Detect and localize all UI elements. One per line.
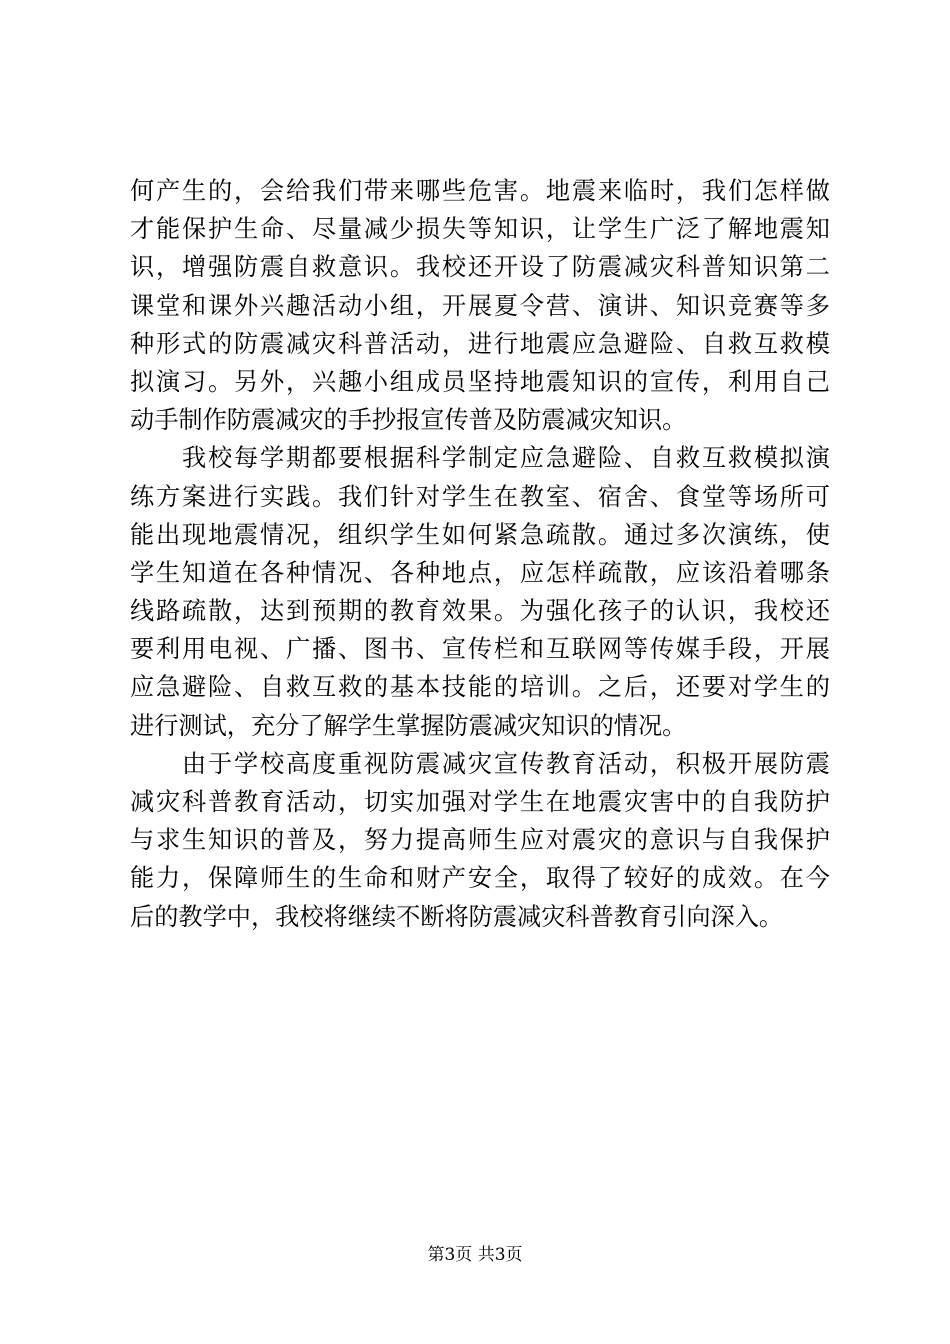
text-line: 何产生的，会给我们带来哪些危害。地震来临时，我们怎样做 xyxy=(130,177,830,205)
text-line: 后的教学中，我校将继续不断将防震减灾科普教育引向深入。 xyxy=(130,902,784,931)
text-line: 拟演习。另外，兴趣小组成员坚持地震知识的宣传，利用自己 xyxy=(130,367,830,396)
text-line: 要利用电视、广播、图书、宣传栏和互联网等传媒手段，开展 xyxy=(130,635,830,664)
text-line: 能力，保障师生的生命和财产安全，取得了较好的成效。在今 xyxy=(130,864,830,893)
text-line: 我校每学期都要根据科学制定应急避险、自救互救模拟演 xyxy=(130,444,830,473)
paragraph-3 xyxy=(130,745,830,936)
paragraph-2 xyxy=(130,439,830,745)
text-line: 由于学校高度重视防震减灾宣传教育活动，积极开展防震 xyxy=(130,749,830,778)
document-body xyxy=(130,172,830,936)
text-line: 识，增强防震自救意识。我校还开设了防震减灾科普知识第二 xyxy=(130,253,830,282)
text-line: 能出现地震情况，组织学生如何紧急疏散。通过多次演练，使 xyxy=(130,520,830,549)
text-line: 课堂和课外兴趣活动小组，开展夏令营、演讲、知识竞赛等多 xyxy=(130,291,830,320)
text-line: 动手制作防震减灾的手抄报宣传普及防震减灾知识。 xyxy=(130,406,687,435)
text-line: 种形式的防震减灾科普活动，进行地震应急避险、自救互救模 xyxy=(130,329,830,358)
text-line: 线路疏散，达到预期的教育效果。为强化孩子的认识，我校还 xyxy=(130,597,830,626)
paragraph-1 xyxy=(130,172,830,439)
text-line: 应急避险、自救互救的基本技能的培训。之后，还要对学生的 xyxy=(130,673,830,702)
text-line: 进行测试，充分了解学生掌握防震减灾知识的情况。 xyxy=(130,711,687,740)
text-line: 才能保护生命、尽量减少损失等知识，让学生广泛了解地震知 xyxy=(130,215,830,244)
text-line: 练方案进行实践。我们针对学生在教室、宿舍、食堂等场所可 xyxy=(130,482,830,511)
text-line: 减灾科普教育活动，切实加强对学生在地震灾害中的自我防护 xyxy=(130,788,830,816)
text-line: 与求生知识的普及，努力提高师生应对震灾的意识与自我保护 xyxy=(130,826,830,855)
text-line: 学生知道在各种情况、各种地点，应怎样疏散，应该沿着哪条 xyxy=(130,558,830,587)
page-footer: 第3页 共3页 xyxy=(427,1245,523,1265)
